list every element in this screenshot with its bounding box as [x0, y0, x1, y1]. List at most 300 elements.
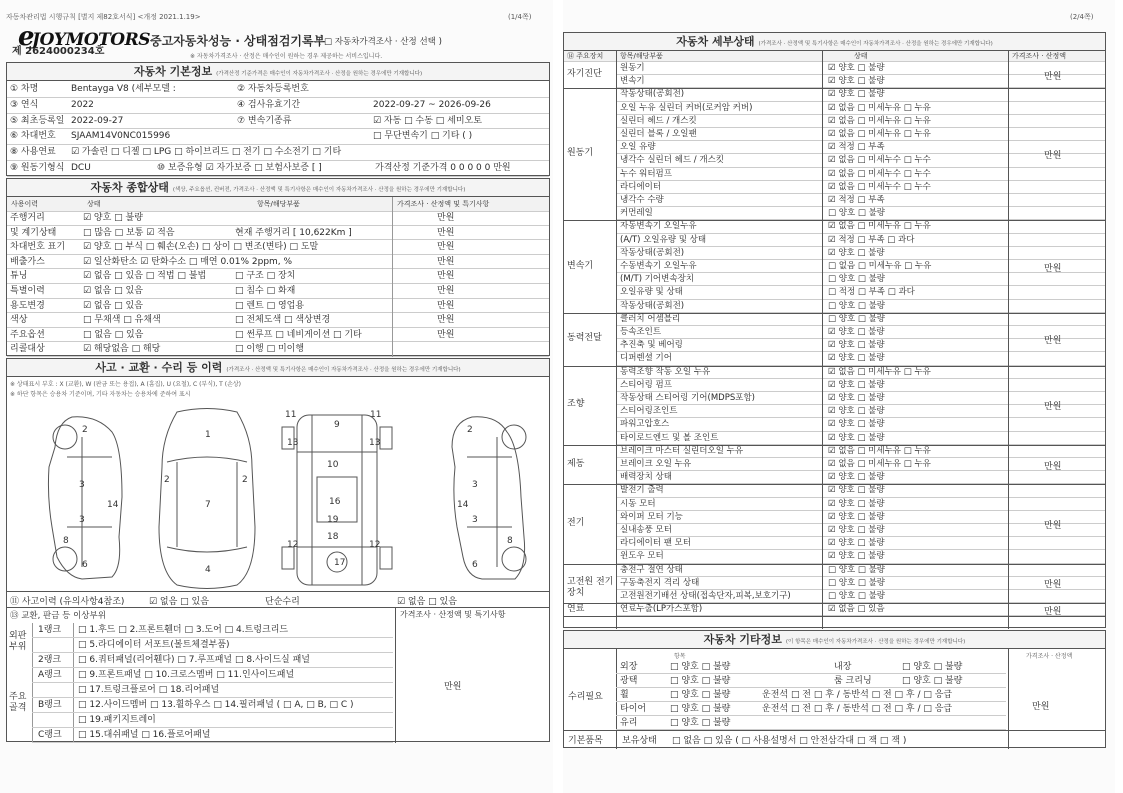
rank-label: B랭크 [38, 700, 62, 710]
svg-text:1: 1 [205, 430, 211, 440]
detail-item: 작동상태(공회전) [620, 300, 685, 311]
simple-repair-label: 단순수리 [265, 597, 300, 607]
detail-group-price: 만원 [1044, 521, 1062, 531]
svg-text:10: 10 [327, 460, 339, 470]
detail-status[interactable]: ☑ 양호 □ 불량 [828, 498, 885, 509]
repair-status[interactable]: □ 양호 □ 불량 [670, 662, 731, 672]
basic-items-label: 기본품목 [568, 736, 603, 746]
detail-item: 클러치 어셈블리 [620, 313, 681, 324]
detail-item: 냉각수 실린더 헤드 / 개스킷 [620, 155, 724, 166]
svg-text:3: 3 [79, 480, 85, 490]
detail-group-price: 만원 [1044, 461, 1062, 472]
svg-text:9: 9 [334, 420, 340, 430]
detail-row [616, 498, 1105, 511]
rank-label: 1랭크 [38, 625, 62, 635]
detail-row [616, 194, 1105, 207]
summary-label: 튜닝 [10, 271, 28, 282]
detail-status[interactable]: ☑ 양호 □ 불량 [828, 551, 885, 562]
detail-item: 커먼레일 [620, 208, 653, 219]
detail-item: 브레이크 오일 누유 [620, 459, 692, 469]
rank-items[interactable]: □ 12.사이드멤버 □ 13.휠하우스 □ 14.필러패널 ( □ A, □ B, □ C ) [78, 700, 354, 710]
svg-text:14: 14 [107, 500, 119, 510]
joymotors-logo: eJOYMOTORS [18, 22, 151, 52]
repair-status[interactable]: □ 양호 □ 불량 [670, 690, 731, 700]
detail-row [616, 115, 1105, 128]
detail-item: 변속기 [620, 76, 645, 87]
detail-status[interactable]: ☑ 양호 □ 불량 [828, 525, 885, 535]
summary-row [7, 226, 549, 241]
summary-status[interactable]: ☑ 없음 □ 있음 □ 적법 □ 불법 [83, 271, 207, 282]
svg-text:13: 13 [287, 438, 299, 448]
detail-item: 연료누출(LP가스포함) [620, 604, 703, 615]
rank-label: C랭크 [38, 730, 62, 740]
summary-status[interactable]: ☑ 일산화탄소 ☑ 탄화수소 □ 매연 0.01% 2ppm, % [83, 256, 293, 267]
detail-status[interactable]: ☑ 없음 □ 미세누유 □ 누유 [828, 459, 931, 469]
summary-title: 자동차 종합상태 [90, 181, 169, 194]
detail-status[interactable]: ☑ 없음 □ 미세누수 □ 누수 [828, 168, 931, 179]
repair-item-2: 운전석 □ 전 □ 후 / 동반석 □ 전 □ 후 / □ 응급 [762, 704, 953, 714]
rank-row [32, 638, 393, 653]
basic-label: ① 차명 [10, 84, 39, 94]
rank-label: A랭크 [38, 670, 62, 680]
basic-info-note: (가격산정 기준가격은 매수인이 자동차가격조사 · 산정을 원하는 경우에만 기재합니다) [216, 71, 423, 77]
basic-right-value[interactable]: ☑ 자동 □ 수동 □ 세미오토 [373, 115, 482, 126]
detail-status[interactable]: ☑ 없음 □ 미세누수 □ 누수 [828, 181, 931, 192]
basic-info-row [7, 161, 549, 177]
detail-row [616, 168, 1105, 181]
detail-item: 파워고압호스 [620, 419, 670, 430]
detail-item: 원동기 [620, 63, 645, 73]
rank-row [32, 698, 393, 713]
detail-item: 스티어링 펌프 [620, 379, 672, 390]
detail-status[interactable]: □ 양호 □ 불량 [828, 208, 886, 219]
detail-item: 충전구 절연 상태 [620, 564, 683, 575]
detail-status[interactable]: ☑ 적정 □ 부족 [828, 142, 885, 153]
page-number-2: (2/4쪽) [1070, 13, 1094, 21]
summary-extra[interactable]: □ 침수 □ 화재 [235, 286, 296, 296]
detail-item: 실린더 블록 / 오일팬 [620, 129, 697, 139]
detail-status[interactable]: ☑ 양호 □ 불량 [828, 76, 885, 87]
detail-item: 디퍼렌셜 기어 [620, 353, 672, 364]
rank-items[interactable]: □ 6.쿼터패널(리어휀다) □ 7.루프패널 □ 8.사이드실 패널 [78, 655, 310, 665]
detail-status[interactable]: ☑ 양호 □ 불량 [828, 419, 885, 430]
detail-item: 자동변속기 오일누유 [620, 221, 697, 232]
major-frame-label: 주요 골격 [9, 692, 27, 713]
svg-text:11: 11 [370, 410, 382, 420]
detail-status[interactable]: ☑ 없음 □ 미세누수 □ 누수 [828, 155, 931, 166]
summary-extra[interactable]: 현재 주행거리 [ 10,622Km ] [235, 227, 352, 238]
legend-symbols: ※ 상태표시 부호 : X (교환), W (판금 또는 용접), A (흠집), U (요철), C (부식), T (손상) [10, 381, 242, 388]
detail-row [616, 102, 1105, 115]
basic-value[interactable]: ☑ 가솔린 □ 디젤 □ LPG □ 하이브리드 □ 전기 □ 수소전기 □ 기타 [71, 147, 342, 158]
other-info-section [563, 630, 1106, 748]
svg-text:6: 6 [82, 560, 88, 570]
detail-row [616, 313, 1105, 326]
detail-status[interactable]: ☑ 양호 □ 불량 [828, 538, 885, 549]
detail-group-label: 조향 [567, 399, 585, 410]
repair-status-2[interactable]: □ 양호 □ 불량 [902, 662, 963, 672]
detail-item: 오일유량 및 상태 [620, 287, 683, 298]
svg-text:2: 2 [467, 425, 473, 435]
basic-value[interactable]: Bentayga V8 (세부모델 : [71, 84, 176, 94]
title-option[interactable]: ( □ 자동차가격조사 · 산정 선택 ) [318, 37, 442, 47]
detail-item: 작동상태(공회전) [620, 247, 685, 258]
detail-row [616, 524, 1105, 537]
summary-status[interactable]: ☑ 없음 □ 있음 [83, 286, 143, 296]
rank-label: 2랭크 [38, 655, 62, 665]
detail-status[interactable]: □ 적정 □ 부족 □ 과다 [828, 287, 915, 298]
detail-status[interactable]: □ 양호 □ 불량 [828, 313, 886, 324]
detail-item: 누수 워터펌프 [620, 168, 672, 179]
repair-status[interactable]: □ 양호 □ 불량 [670, 718, 731, 728]
svg-text:19: 19 [327, 515, 339, 525]
legend-note: ※ 하단 항목은 승용차 기준이며, 기타 자동차는 승용차에 준하여 표시 [10, 391, 191, 398]
detail-row [616, 366, 1105, 379]
basic-info-row [7, 114, 549, 130]
rank-items[interactable]: □ 5.라디에이터 서포트(볼트체결부품) [78, 640, 230, 650]
detail-status[interactable]: ☑ 양호 □ 불량 [828, 327, 885, 337]
basic-label: ⑨ 원동기형식 [10, 163, 65, 173]
summary-row [7, 313, 549, 328]
detail-row [616, 432, 1105, 445]
basic-right-label: ⑦ 변속기종류 [237, 115, 292, 126]
svg-text:3: 3 [472, 515, 478, 525]
basic-right-value[interactable]: 가격산정 기준가격 0 0 0 0 0 만원 [375, 163, 511, 173]
repair-row [616, 674, 1006, 688]
repair-row [616, 660, 1006, 674]
exchange-price-value: 만원 [444, 682, 462, 692]
svg-text:2: 2 [82, 425, 88, 435]
rank-items[interactable]: □ 17.트렁크플로어 □ 18.리어패널 [78, 685, 220, 695]
detail-item: 구동축전지 격리 상태 [620, 577, 700, 588]
rank-row [32, 623, 393, 638]
rank-items[interactable]: □ 1.후드 □ 2.프론트휀더 □ 3.도어 □ 4.트렁크리드 [78, 625, 289, 635]
basic-right-value[interactable]: □ 무단변속기 □ 기타 ( ) [373, 131, 473, 142]
detail-group-price: 만원 [1044, 606, 1062, 617]
summary-row [7, 299, 549, 314]
rank-row [32, 683, 393, 698]
car-damage-diagram[interactable] [27, 407, 547, 592]
other-head-price: 가격조사 · 산정액 [1026, 653, 1073, 660]
detail-group-label: 고전원 전기장치 [567, 577, 614, 599]
detail-row [616, 300, 1105, 313]
summary-price: 만원 [437, 271, 455, 282]
svg-text:13: 13 [369, 438, 381, 448]
summary-label: 차대번호 표기 [10, 242, 66, 253]
detail-status[interactable]: □ 없음 □ 미세누유 □ 누유 [828, 261, 932, 271]
svg-text:17: 17 [334, 558, 346, 568]
other-title: 자동차 기타정보 [703, 633, 782, 646]
detail-row [616, 154, 1105, 167]
detail-row [616, 141, 1105, 154]
repair-item-2: 운전석 □ 전 □ 후 / 동반석 □ 전 □ 후 / □ 응급 [762, 690, 953, 700]
rank-row [32, 728, 393, 743]
basic-info-row [7, 129, 549, 145]
detail-item: 냉각수 수량 [620, 195, 664, 205]
detail-item: 오일 유량 [620, 142, 656, 153]
detail-row [616, 75, 1105, 88]
basic-right-label: ④ 검사유효기간 [237, 99, 301, 110]
summary-price: 만원 [437, 286, 455, 296]
basic-label: ⑧ 사용연료 [10, 147, 56, 158]
exchange-title: ⑬ 교환, 판금 등 이상부위 [10, 611, 106, 621]
summary-status[interactable]: □ 많음 □ 보통 ☑ 적음 [83, 227, 175, 238]
svg-text:16: 16 [329, 497, 341, 507]
summary-extra[interactable]: □ 렌트 □ 영업용 [235, 300, 305, 311]
detail-status[interactable]: □ 양호 □ 불량 [828, 591, 886, 601]
detail-status[interactable]: ☑ 양호 □ 불량 [828, 511, 885, 522]
summary-extra[interactable]: □ 썬루프 □ 네비게이션 □ 기타 [235, 329, 362, 340]
detail-item: 스티어링조인트 [620, 406, 678, 417]
detail-row [616, 590, 1105, 603]
basic-info-row [7, 98, 549, 114]
summary-label: 배출가스 [10, 256, 45, 267]
detail-group-price: 만원 [1044, 336, 1062, 347]
detail-status[interactable]: ☑ 양호 □ 불량 [828, 63, 885, 73]
basic-right-value[interactable]: 2022-09-27 ~ 2026-09-26 [373, 99, 491, 110]
detail-row [616, 273, 1105, 286]
repair-item: 타이어 [620, 704, 647, 714]
detail-item: (A/T) 오일유량 및 상태 [620, 234, 707, 245]
detail-group-label: 원동기 [567, 148, 594, 159]
svg-text:11: 11 [285, 410, 297, 420]
accident-title: 사고 · 교환 · 수리 등 이력 [95, 361, 223, 374]
rank-row [32, 713, 393, 728]
detail-row [616, 62, 1105, 75]
detail-item: (M/T) 기어변속장치 [620, 274, 694, 285]
summary-price: 만원 [437, 315, 455, 326]
summary-section [6, 178, 550, 356]
detail-status[interactable]: ☑ 양호 □ 불량 [828, 89, 885, 100]
summary-status[interactable]: ☑ 양호 □ 불량 [83, 213, 143, 223]
title-note: ※ 자동차가격조사 · 산정은 매수인이 원하는 경우 제공하는 서비스입니다. [190, 53, 383, 60]
detail-status[interactable]: ☑ 없음 □ 미세누유 □ 누유 [828, 445, 931, 456]
detail-item: 타이로드엔드 및 볼 조인트 [620, 432, 719, 443]
detail-item: 추진축 및 베어링 [620, 340, 683, 351]
detail-row [616, 511, 1105, 524]
repair-item: 유리 [620, 718, 638, 728]
repair-row [616, 716, 1006, 730]
repair-status[interactable]: □ 양호 □ 불량 [670, 676, 731, 686]
detail-status[interactable]: ☑ 없음 □ 미세누유 □ 누유 [828, 366, 931, 377]
detail-status[interactable]: □ 양호 □ 불량 [828, 564, 886, 575]
svg-text:6: 6 [472, 560, 478, 570]
detail-group-label: 자기진단 [567, 69, 602, 80]
summary-label: 주행거리 [10, 213, 45, 223]
basic-info-title: 자동차 기본정보 [133, 65, 213, 78]
detail-status[interactable]: □ 양호 □ 불량 [828, 300, 886, 311]
page-number: (1/4쪽) [508, 13, 532, 21]
detail-status[interactable]: ☑ 적정 □ 부족 [828, 195, 885, 205]
summary-status[interactable]: □ 없음 □ 있음 [83, 329, 144, 340]
svg-text:14: 14 [457, 500, 469, 510]
repair-row [616, 702, 1006, 716]
summary-label: 용도변경 [10, 300, 45, 311]
accident-history-label: ⑪ 사고이력 (유의사항4참조) [10, 597, 125, 607]
detail-row [616, 471, 1105, 484]
summary-extra[interactable]: □ 구조 □ 장치 [235, 271, 296, 282]
detail-status[interactable]: □ 양호 □ 불량 [828, 577, 886, 588]
summary-row [7, 240, 549, 255]
rank-items[interactable]: □ 15.대쉬패널 □ 16.플로어패널 [78, 730, 211, 740]
detail-row [616, 234, 1105, 247]
rank-row [32, 668, 393, 683]
detail-status[interactable]: ☑ 적정 □ 부족 □ 과다 [828, 234, 915, 245]
summary-price: 만원 [437, 227, 455, 238]
detail-item: 수동변속기 오일누유 [620, 261, 697, 271]
repair-item-2: 내장 [834, 662, 852, 672]
summary-row [7, 255, 549, 270]
summary-extra[interactable]: □ 전체도색 □ 색상변경 [235, 315, 331, 326]
svg-text:8: 8 [507, 536, 513, 546]
basic-value[interactable]: DCU [71, 163, 91, 173]
detail-status[interactable]: ☑ 없음 □ 있음 [828, 604, 885, 615]
rank-items[interactable]: □ 9.프론트패널 □ 10.크로스멤버 □ 11.인사이드패널 [78, 670, 295, 680]
detail-status[interactable]: ☑ 양호 □ 불량 [828, 379, 885, 390]
basic-value[interactable]: SJAAM14V0NC015996 [71, 131, 171, 142]
detail-header-row: ⑭ 주요장치 항목/해당부품 상태 가격조사 · 산정액 [564, 51, 1105, 62]
detail-item: 고전원전기배선 상태(접속단자,피복,보호기구) [620, 591, 791, 601]
detail-row [616, 88, 1105, 101]
detail-row [616, 260, 1105, 273]
detail-row [616, 564, 1105, 577]
detail-item: 라디에이터 팬 모터 [620, 538, 692, 549]
summary-row [7, 342, 549, 357]
basic-right-label: ② 자동차등록번호 [237, 84, 309, 94]
detail-item: 발전기 출력 [620, 485, 664, 496]
summary-price: 만원 [437, 213, 455, 223]
basic-label: ③ 연식 [10, 99, 39, 110]
detail-status[interactable]: ☑ 양호 □ 불량 [828, 353, 885, 364]
summary-label: 주요옵션 [10, 329, 45, 340]
detail-item: 라디에이터 [620, 181, 662, 192]
detail-group-label: 동력전달 [567, 333, 602, 344]
accident-history-value[interactable]: ☑ 없음 □ 있음 [149, 597, 209, 607]
basic-value[interactable]: 2022 [71, 99, 94, 110]
car-left-side-view [48, 417, 122, 579]
repair-needed-label: 수리필요 [568, 692, 603, 702]
repair-item: 외장 [620, 662, 638, 672]
svg-text:2: 2 [242, 475, 248, 485]
detail-note: (가격조사 · 산정액 및 특기사항은 매수인이 자동차가격조사 · 산정을 원하는 경우에만 기재합니다) [758, 41, 993, 47]
detail-status[interactable]: ☑ 양호 □ 불량 [828, 340, 885, 351]
detail-group-divider [564, 616, 1105, 617]
svg-text:2: 2 [164, 475, 170, 485]
detail-status[interactable]: ☑ 양호 □ 불량 [828, 485, 885, 496]
basic-value[interactable]: 2022-09-27 [71, 115, 124, 126]
detail-status[interactable]: ☑ 없음 □ 미세누유 □ 누유 [828, 221, 931, 232]
svg-text:12: 12 [287, 540, 299, 550]
detail-row [616, 392, 1105, 405]
repair-item: 휠 [620, 690, 629, 700]
svg-text:8: 8 [63, 536, 69, 546]
detail-row [616, 339, 1105, 352]
detail-row [616, 379, 1105, 392]
svg-text:18: 18 [327, 532, 339, 542]
detail-row [616, 537, 1105, 550]
detail-row [616, 458, 1105, 471]
basic-right-label: ⑩ 보증유형 ☑ 자가보증 □ 보험사보증 [ ] [157, 163, 322, 173]
repair-row [616, 688, 1006, 702]
summary-status[interactable]: □ 무채색 □ 유채색 [83, 315, 161, 326]
detail-item: 브레이크 마스터 실린더오일 누유 [620, 445, 744, 456]
summary-label: 리콜대상 [10, 344, 45, 355]
basic-items-value[interactable]: □ 없음 □ 있음 ( □ 사용설명서 □ 안전삼각대 □ 잭 □ 잭 ) [672, 736, 907, 746]
detail-row [616, 445, 1105, 458]
detail-status[interactable]: □ 양호 □ 불량 [828, 274, 886, 285]
rank-items[interactable]: □ 19.패키지트레이 [78, 715, 156, 725]
summary-row [7, 328, 549, 343]
repair-status[interactable]: □ 양호 □ 불량 [670, 704, 731, 714]
svg-text:3: 3 [79, 515, 85, 525]
detail-group-price: 만원 [1044, 151, 1062, 162]
detail-item: 실내송풍 모터 [620, 525, 672, 535]
detail-status[interactable]: ☑ 양호 □ 불량 [828, 247, 885, 258]
repair-item-2: 룸 크리닝 [834, 676, 872, 686]
exchange-price-label: 가격조사 · 산정액 및 특기사항 [400, 610, 506, 619]
detail-status[interactable]: ☑ 없음 □ 미세누유 □ 누유 [828, 129, 931, 139]
detail-item: 작동상태(공회전) [620, 89, 685, 100]
summary-label: 색상 [10, 315, 28, 326]
detail-group-price: 만원 [1044, 580, 1062, 591]
repair-status-2[interactable]: □ 양호 □ 불량 [902, 676, 963, 686]
detail-item: 윈도우 모터 [620, 551, 664, 562]
detail-row [616, 405, 1105, 418]
detail-group-label: 제동 [567, 458, 585, 469]
detail-status[interactable]: ☑ 양호 □ 불량 [828, 432, 885, 443]
detail-item: 오일 누유 실린더 커버(로커암 커버) [620, 102, 753, 113]
detail-status[interactable]: ☑ 없음 □ 미세누유 □ 누유 [828, 115, 931, 126]
summary-price: 만원 [437, 329, 455, 340]
detail-item: 실린더 헤드 / 개스킷 [620, 115, 697, 126]
detail-row [616, 577, 1105, 590]
basic-info-section [6, 62, 550, 176]
detail-row [616, 326, 1105, 339]
detail-section [563, 32, 1106, 628]
summary-status[interactable]: ☑ 양호 □ 부식 □ 훼손(오손) □ 상이 □ 변조(변타) □ 도말 [83, 242, 319, 253]
other-head-item: 항목 [674, 653, 686, 660]
detail-status[interactable]: ☑ 양호 □ 불량 [828, 472, 885, 483]
basic-items-status: 보유상태 [622, 736, 657, 746]
summary-status[interactable]: ☑ 해당없음 □ 해당 [83, 344, 161, 355]
legal-header: 자동차관리법 시행규칙 [별지 제82호서식] <개정 2021.1.19> [6, 13, 201, 21]
basic-info-row [7, 145, 549, 161]
summary-extra[interactable]: □ 이행 □ 미이행 [235, 344, 305, 355]
detail-status[interactable]: ☑ 양호 □ 불량 [828, 406, 885, 417]
detail-status[interactable]: ☑ 없음 □ 미세누유 □ 누유 [828, 102, 931, 113]
detail-title: 자동차 세부상태 [676, 35, 755, 48]
detail-row [616, 181, 1105, 194]
detail-item: 작동상태 스티어링 기어(MDPS포함) [620, 393, 755, 403]
detail-group-label: 연료 [567, 603, 585, 614]
detail-row [616, 286, 1105, 299]
inspection-page-1 [0, 0, 553, 793]
detail-row [616, 352, 1105, 365]
detail-status[interactable]: ☑ 양호 □ 불량 [828, 393, 885, 403]
basic-label: ⑤ 최초등록일 [10, 115, 65, 126]
summary-status[interactable]: ☑ 없음 □ 있음 [83, 300, 143, 311]
outer-panel-label: 외판 부위 [9, 631, 27, 652]
basic-info-row [7, 82, 549, 98]
simple-repair-value[interactable]: ☑ 없음 □ 있음 [397, 597, 457, 607]
detail-group-price: 만원 [1044, 402, 1062, 413]
detail-row [616, 603, 1105, 616]
summary-label: 및 계기상태 [10, 227, 57, 238]
rank-row [32, 653, 393, 668]
svg-text:7: 7 [205, 500, 211, 510]
detail-row [616, 207, 1105, 220]
summary-row [7, 269, 549, 284]
